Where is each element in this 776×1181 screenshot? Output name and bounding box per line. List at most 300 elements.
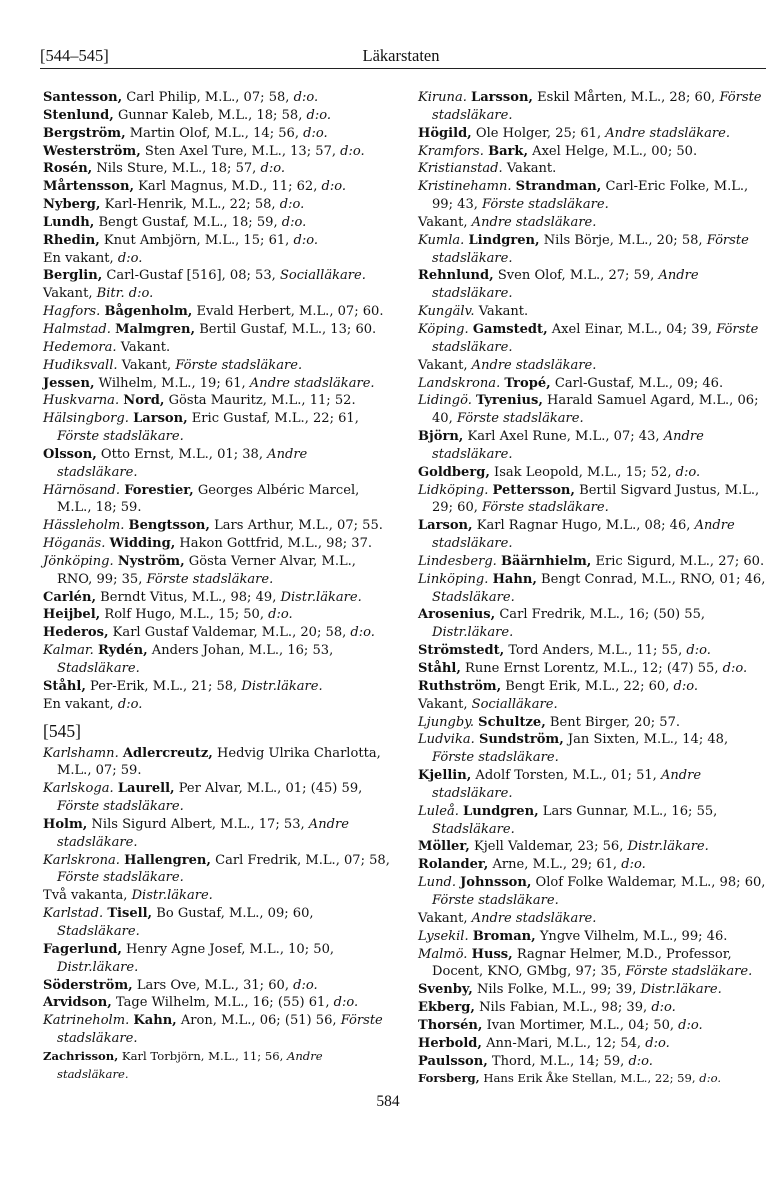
place-name: Kungälv. [418, 304, 475, 320]
person-name: Zachrisson, [43, 1048, 119, 1063]
entry-title: Andre stadsläkare. [57, 816, 349, 850]
person-name: Strömstedt, [418, 643, 505, 659]
page-title: Läkarstaten [362, 46, 440, 65]
entry-details: Olof Folke Waldemar, M.L., 98; 60, [531, 875, 766, 891]
running-header [40, 46, 762, 68]
list-entry [43, 1048, 391, 1084]
list-entry [418, 1053, 766, 1071]
entry-details: Hans Erik Åke Stellan, M.L., 22; 59, [479, 1071, 700, 1086]
list-entry [418, 678, 766, 696]
person-name: Rolander, [418, 857, 489, 873]
entry-details: Isak Leopold, M.L., 15; 52, [489, 464, 676, 480]
entry-title: Andre stadsläkare. [471, 910, 597, 926]
list-entry [418, 375, 766, 393]
person-name: Sundström, [478, 732, 564, 748]
list-entry [418, 874, 766, 910]
entry-title: Förste stadsläkare. [456, 411, 584, 427]
entry-details: Bo Gustaf, M.L., 09; 60, [152, 906, 314, 922]
list-entry [418, 1017, 766, 1035]
entry-details: Vakant, [418, 696, 472, 712]
entry-details: Karl Magnus, M.D., 11; 62, [134, 179, 322, 195]
entry-details: Vakant, [418, 357, 472, 373]
person-name: Ståhl, [43, 678, 86, 694]
entry-details: Kjell Valdemar, 23; 56, [469, 839, 628, 855]
list-entry [43, 780, 391, 816]
entry-details: Anders Johan, M.L., 16; 53, [147, 643, 334, 659]
place-name: Katrineholm. [43, 1013, 130, 1029]
list-entry [43, 107, 391, 125]
entry-details: Tord Anders, M.L., 11; 55, [504, 643, 687, 659]
entry-details: Martin Olof, M.L., 14; 56, [125, 125, 304, 141]
entry-title: Förste stadsläkare. [57, 799, 184, 815]
entry-title: Socialläkare. [279, 268, 366, 284]
list-entry [418, 981, 766, 999]
list-entry [43, 905, 391, 941]
entry-title: d:o. [117, 696, 143, 712]
entry-title: Stadsläkare. [57, 923, 140, 939]
person-name: Nyström, [117, 553, 185, 569]
list-entry [418, 1035, 766, 1053]
person-name: Berglin, [43, 268, 103, 284]
entry-details: Nils Fabian, M.L., 98; 39, [474, 1000, 652, 1016]
entry-title: Förste stadsläkare. [432, 232, 749, 266]
place-name: Huskvarna. [43, 393, 120, 409]
person-name: Rhedin, [43, 232, 100, 248]
list-entry [418, 928, 766, 946]
entry-title: d:o. [350, 625, 375, 641]
list-entry [418, 160, 766, 178]
entry-title: d:o. [306, 107, 332, 123]
list-entry [43, 339, 391, 357]
list-entry [43, 977, 391, 995]
list-entry [43, 745, 391, 781]
list-entry [418, 660, 766, 678]
person-name: Forsberg, [418, 1071, 480, 1086]
person-name: Rydén, [97, 643, 148, 659]
entry-title: Bitr. d:o. [96, 286, 154, 302]
entry-details: Thord, M.L., 14; 59, [487, 1053, 629, 1069]
list-entry [418, 125, 766, 143]
entry-details: Per-Erik, M.L., 21; 58, [85, 678, 242, 694]
person-name: Paulsson, [418, 1053, 488, 1069]
person-name: Holm, [43, 816, 88, 832]
entry-details: Ole Holger, 25; 61, [471, 125, 606, 141]
entry-title: d:o. [279, 197, 305, 213]
entry-title: Förste stadsläkare. [57, 429, 184, 445]
entry-title: Distr.läkare. [432, 625, 514, 641]
person-name: Adlercreutz, [122, 745, 213, 761]
entry-title: Distr.läkare. [640, 982, 722, 998]
entry-details: Hedvig Ulrika Charlotta, M.L., 07; 59. [57, 745, 381, 779]
list-entry [43, 357, 391, 375]
place-name: Karlstad. [43, 906, 104, 922]
entry-title: Andre stadsläkare. [432, 518, 735, 552]
person-name: Strandman, [515, 179, 602, 195]
person-name: Pettersson, [492, 482, 575, 498]
entry-details: Axel Einar, M.L., 04; 39, [547, 321, 717, 337]
list-entry [418, 303, 766, 321]
list-entry [418, 946, 766, 982]
entry-title: Förste stadsläkare. [625, 964, 753, 980]
entry-title: d:o. [293, 90, 319, 105]
entry-details: Sten Axel Ture, M.L., 13; 57, [140, 143, 341, 159]
place-name: Jönköping. [43, 553, 114, 569]
person-name: Bengtsson, [128, 518, 210, 534]
person-name: Ekberg, [418, 1000, 475, 1016]
person-name: Bäärnhielm, [500, 553, 592, 569]
entry-details: Nils Folke, M.L., 99; 39, [472, 982, 641, 998]
entry-details: Evald Herbert, M.L., 07; 60. [192, 304, 384, 320]
list-entry [418, 553, 766, 571]
place-name: Ljungby. [418, 714, 475, 730]
entry-details: Georges Albéric Marcel, M.L., 18; 59. [57, 482, 360, 516]
person-name: Heijbel, [43, 607, 101, 623]
entry-title: Förste stadsläkare. [482, 197, 609, 213]
person-name: Högild, [418, 125, 472, 141]
list-entry [43, 232, 391, 250]
entry-title: d:o. [645, 1035, 670, 1051]
entry-details: Hakon Gottfrid, M.L., 98; 37. [175, 536, 373, 552]
person-name: Fagerlund, [43, 941, 122, 957]
person-name: Nord, [123, 393, 165, 409]
entry-details: Carl-Gustaf, M.L., 09; 46. [550, 375, 724, 391]
entry-details: Nils Börje, M.L., 20; 58, [539, 232, 707, 248]
entry-title: Andre stadsläkare. [471, 357, 597, 373]
list-entry [418, 571, 766, 607]
entry-details: Adolf Torsten, M.L., 01; 51, [471, 768, 661, 784]
entry-title: Andre stadsläkare. [471, 214, 597, 230]
entry-details: Karl Ragnar Hugo, M.L., 08; 46, [472, 518, 695, 534]
entry-title: d:o. [260, 161, 286, 177]
person-name: Söderström, [43, 977, 133, 993]
list-entry [43, 214, 391, 232]
list-entry [43, 887, 391, 905]
person-name: Lundgren, [463, 803, 539, 819]
person-name: Hallengren, [124, 852, 211, 868]
entry-details: Vakant. [474, 304, 529, 320]
entry-details: Carl-Gustaf [516], 08; 53, [102, 268, 280, 284]
entry-title: Andre stadsläkare. [57, 446, 308, 480]
entry-title: d:o. [686, 643, 711, 659]
person-name: Olsson, [43, 446, 97, 462]
entry-details: Eric Sigurd, M.L., 27; 60. [591, 553, 765, 569]
entry-title: d:o. [281, 214, 307, 230]
person-name: Arvidson, [43, 995, 112, 1011]
entry-title: Förste stadsläkare. [175, 357, 303, 373]
entry-details: Lars Ove, M.L., 31; 60, [132, 977, 294, 993]
list-entry [418, 143, 766, 161]
person-name: Möller, [418, 839, 470, 855]
entry-details: Karl Gustaf Valdemar, M.L., 20; 58, [108, 625, 351, 641]
entry-details: Carl Fredrik, M.L., 16; (50) 55, [495, 607, 706, 623]
entry-title: Distr.läkare. [241, 678, 323, 694]
person-name: Broman, [472, 928, 536, 944]
person-name: Laurell, [117, 781, 175, 797]
list-entry [43, 852, 391, 888]
place-name: Kristinehamn. [418, 179, 512, 195]
person-name: Thorsén, [418, 1017, 483, 1033]
list-entry [418, 642, 766, 660]
person-name: Björn, [418, 429, 464, 445]
list-entry [418, 214, 766, 232]
entry-details: Bertil Gustaf, M.L., 13; 60. [195, 321, 377, 337]
entry-title: Förste stadsläkare. [432, 892, 559, 908]
entry-details: Vakant, [43, 286, 97, 302]
person-name: Tisell, [107, 906, 153, 922]
entry-details: Karl-Henrik, M.L., 22; 58, [100, 197, 280, 213]
person-name: Schultze, [478, 714, 546, 730]
entry-details: Lars Arthur, M.L., 07; 55. [209, 518, 383, 534]
list-entry [43, 303, 391, 321]
entry-title: Distr.läkare. [280, 589, 362, 605]
list-entry [43, 606, 391, 624]
list-entry [43, 642, 391, 678]
entry-details: Carl Fredrik, M.L., 07; 58, [210, 852, 390, 868]
entry-title: Andre stadsläkare. [57, 1048, 323, 1081]
list-entry [43, 125, 391, 143]
list-entry [43, 678, 391, 696]
entry-details: Vakant. [502, 161, 557, 177]
list-entry [418, 89, 766, 125]
entry-title: Distr.läkare. [57, 959, 139, 975]
list-entry [418, 767, 766, 803]
entry-title: Stadsläkare. [432, 821, 515, 837]
person-name: Carlén, [43, 589, 96, 605]
entry-title: Stadsläkare. [432, 589, 515, 605]
entry-details: Lars Gunnar, M.L., 16; 55, [538, 803, 718, 819]
entry-details: Eric Gustaf, M.L., 22; 61, [187, 411, 359, 427]
place-name: Lindesberg. [418, 553, 497, 569]
entry-title: Förste stadsläkare. [432, 321, 759, 355]
entry-details: Berndt Vitus, M.L., 98; 49, [96, 589, 281, 605]
entry-title: d:o. [340, 143, 365, 159]
place-name: Karlskrona. [43, 852, 120, 868]
list-entry [43, 285, 391, 303]
section-heading: [545] [43, 720, 81, 741]
list-entry [43, 994, 391, 1012]
person-name: Nyberg, [43, 197, 101, 213]
list-entry [418, 321, 766, 357]
place-name: Ludvika. [418, 732, 475, 748]
place-name: Kramfors. [418, 143, 484, 159]
list-entry [43, 178, 391, 196]
entry-title: d:o. [293, 232, 319, 248]
place-name: Kristianstad. [418, 161, 503, 177]
entry-title: Förste stadsläkare. [432, 90, 762, 123]
person-name: Huss, [471, 946, 513, 962]
list-entry [418, 267, 766, 303]
entry-title: d:o. [673, 678, 699, 694]
list-entry [43, 375, 391, 393]
list-entry [43, 553, 391, 589]
person-name: Malmgren, [115, 321, 196, 337]
entry-title: d:o. [628, 1053, 653, 1069]
list-entry [43, 446, 391, 482]
entry-details: Ann-Mari, M.L., 12; 54, [481, 1035, 646, 1051]
person-name: Westerström, [43, 143, 141, 159]
entry-details: Vakant. [116, 339, 171, 355]
place-name: Malmö. [418, 946, 468, 962]
list-entry [43, 624, 391, 642]
entry-details: Bent Birger, 20; 57. [545, 714, 681, 730]
place-name: Karlshamn. [43, 745, 119, 761]
entry-details: En vakant, [43, 250, 118, 266]
person-name: Kjellin, [418, 768, 472, 784]
page-number: 584 [376, 1093, 400, 1110]
entry-title: d:o. [117, 250, 143, 266]
entry-title: Andre stadsläkare. [432, 768, 702, 801]
place-name: Höganäs. [43, 536, 106, 552]
person-name: Ståhl, [418, 661, 461, 676]
list-entry [418, 1070, 766, 1088]
entry-title: d:o. [621, 857, 646, 873]
person-name: Lindgren, [468, 232, 540, 248]
entry-title: Förste stadsläkare. [432, 750, 559, 766]
person-name: Arosenius, [418, 607, 496, 623]
list-entry [43, 143, 391, 161]
place-name: Luleå. [418, 803, 459, 819]
person-name: Stenlund, [43, 107, 114, 123]
entry-details: Rune Ernst Lorentz, M.L., 12; (47) 55, [460, 661, 723, 676]
list-entry [43, 816, 391, 852]
entry-title: Socialläkare. [471, 696, 558, 712]
entry-details: Wilhelm, M.L., 19; 61, [94, 375, 250, 391]
person-name: Johnsson, [460, 875, 532, 891]
person-name: Bark, [488, 143, 528, 159]
list-entry [418, 731, 766, 767]
entry-title: d:o. [333, 995, 359, 1011]
list-entry [418, 714, 766, 732]
entry-details: Per Alvar, M.L., 01; (45) 59, [174, 781, 363, 797]
place-name: Hässleholm. [43, 518, 125, 534]
person-name: Bågenholm, [104, 304, 193, 320]
page-range: [544–545] [40, 46, 109, 65]
list-entry [418, 428, 766, 464]
list-entry [43, 535, 391, 553]
entry-details: Aron, M.L., 06; (51) 56, [176, 1013, 341, 1029]
place-name: Kiruna. [418, 90, 467, 105]
entry-title: d:o. [303, 125, 328, 141]
person-name: Rosén, [43, 161, 93, 177]
place-name: Halmstad. [43, 321, 111, 337]
list-entry [43, 410, 391, 446]
entry-details: Axel Helge, M.L., 00; 50. [528, 143, 698, 159]
place-name: Lidköping. [418, 482, 489, 498]
person-name: Bergström, [43, 125, 126, 141]
entry-details: Karl Axel Rune, M.L., 07; 43, [463, 429, 664, 445]
entry-title: Förste stadsläkare. [57, 870, 184, 886]
list-entry [418, 392, 766, 428]
place-name: Kumla. [418, 232, 465, 248]
place-name: Härnösand. [43, 482, 121, 498]
entry-title: Förste stadsläkare. [146, 571, 274, 587]
person-name: Mårtensson, [43, 179, 135, 195]
list-entry [418, 464, 766, 482]
entry-details: Ivan Mortimer, M.L., 04; 50, [482, 1017, 679, 1033]
entry-title: Andre stadsläkare. [605, 125, 731, 141]
entry-details: Jan Sixten, M.L., 14; 48, [563, 732, 729, 748]
list-entry [418, 838, 766, 856]
entry-title: d:o. [293, 977, 318, 993]
list-entry [43, 160, 391, 178]
entry-details: Bengt Erik, M.L., 22; 60, [501, 678, 674, 694]
person-name: Larson, [418, 518, 473, 534]
list-entry [43, 517, 391, 535]
entry-title: d:o. [268, 607, 293, 623]
entry-details: Nils Sture, M.L., 18; 57, [92, 161, 261, 177]
person-name: Larson, [133, 411, 188, 427]
person-name: Tyrenius, [476, 393, 543, 409]
entry-title: Andre stadsläkare. [249, 375, 375, 391]
entry-details: Rolf Hugo, M.L., 15; 50, [100, 607, 269, 623]
list-entry [43, 1012, 391, 1048]
person-name: Ruthström, [418, 678, 502, 694]
person-name: Tropé, [504, 375, 551, 391]
place-name: Hagfors. [43, 304, 101, 320]
person-name: Herbold, [418, 1035, 482, 1051]
entry-details: Vakant, [418, 910, 472, 926]
person-name: Rehnlund, [418, 268, 494, 284]
entry-title: d:o. [651, 1000, 676, 1016]
place-name: Lund. [418, 875, 456, 891]
place-name: Hälsingborg. [43, 411, 129, 427]
list-entry [43, 196, 391, 214]
list-entry [418, 999, 766, 1017]
list-entry [418, 606, 766, 642]
entry-details: En vakant, [43, 696, 118, 712]
place-name: Hudiksvall. [43, 357, 118, 373]
list-entry [43, 941, 391, 977]
entry-details: Ragnar Helmer, M.D., Professor, Docent, KNO, GMbg, 97; 35, [432, 946, 732, 980]
entry-title: Distr.läkare. [131, 888, 213, 904]
entry-details: Sven Olof, M.L., 27; 59, [493, 268, 659, 284]
entry-title: Förste stadsläkare. [57, 1013, 383, 1047]
list-entry [418, 803, 766, 839]
place-name: Linköping. [418, 571, 489, 587]
list-entry [418, 856, 766, 874]
entry-details: Harald Samuel Agard, M.L., 06; 40, [432, 393, 759, 427]
entry-details: Carl-Eric Folke, M.L., 99; 43, [432, 179, 749, 213]
list-entry [418, 910, 766, 928]
entry-title: d:o. [321, 179, 347, 195]
list-entry [43, 89, 391, 107]
entry-details: Bertil Sigvard Justus, M.L., 29; 60, [432, 482, 760, 516]
entry-details: Gösta Verner Alvar, M.L., RNO, 99; 35, [57, 553, 356, 587]
entry-details: Arne, M.L., 29; 61, [488, 857, 622, 873]
list-entry [418, 357, 766, 375]
list-entry [43, 482, 391, 518]
list-entry [43, 589, 391, 607]
place-name: Hedemora. [43, 339, 117, 355]
person-name: Hahn, [492, 571, 537, 587]
place-name: Kalmar. [43, 643, 94, 659]
list-entry [43, 267, 391, 285]
entry-details: Nils Sigurd Albert, M.L., 17; 53, [87, 816, 309, 832]
person-name: Lundh, [43, 214, 95, 230]
person-name: Larsson, [471, 90, 533, 105]
entry-details: Tage Wilhelm, M.L., 16; (55) 61, [111, 995, 334, 1011]
entry-details: Eskil Mårten, M.L., 28; 60, [532, 90, 720, 105]
entry-title: Distr.läkare. [627, 839, 709, 855]
entry-title: Andre stadsläkare. [432, 268, 699, 302]
entry-details: Otto Ernst, M.L., 01; 38, [96, 446, 268, 462]
place-name: Köping. [418, 321, 469, 337]
entry-details: Bengt Gustaf, M.L., 18; 59, [94, 214, 282, 230]
header-rule [40, 68, 766, 69]
person-name: Santesson, [43, 90, 123, 105]
place-name: Landskrona. [418, 375, 501, 391]
place-name: Karlskoga. [43, 781, 114, 797]
